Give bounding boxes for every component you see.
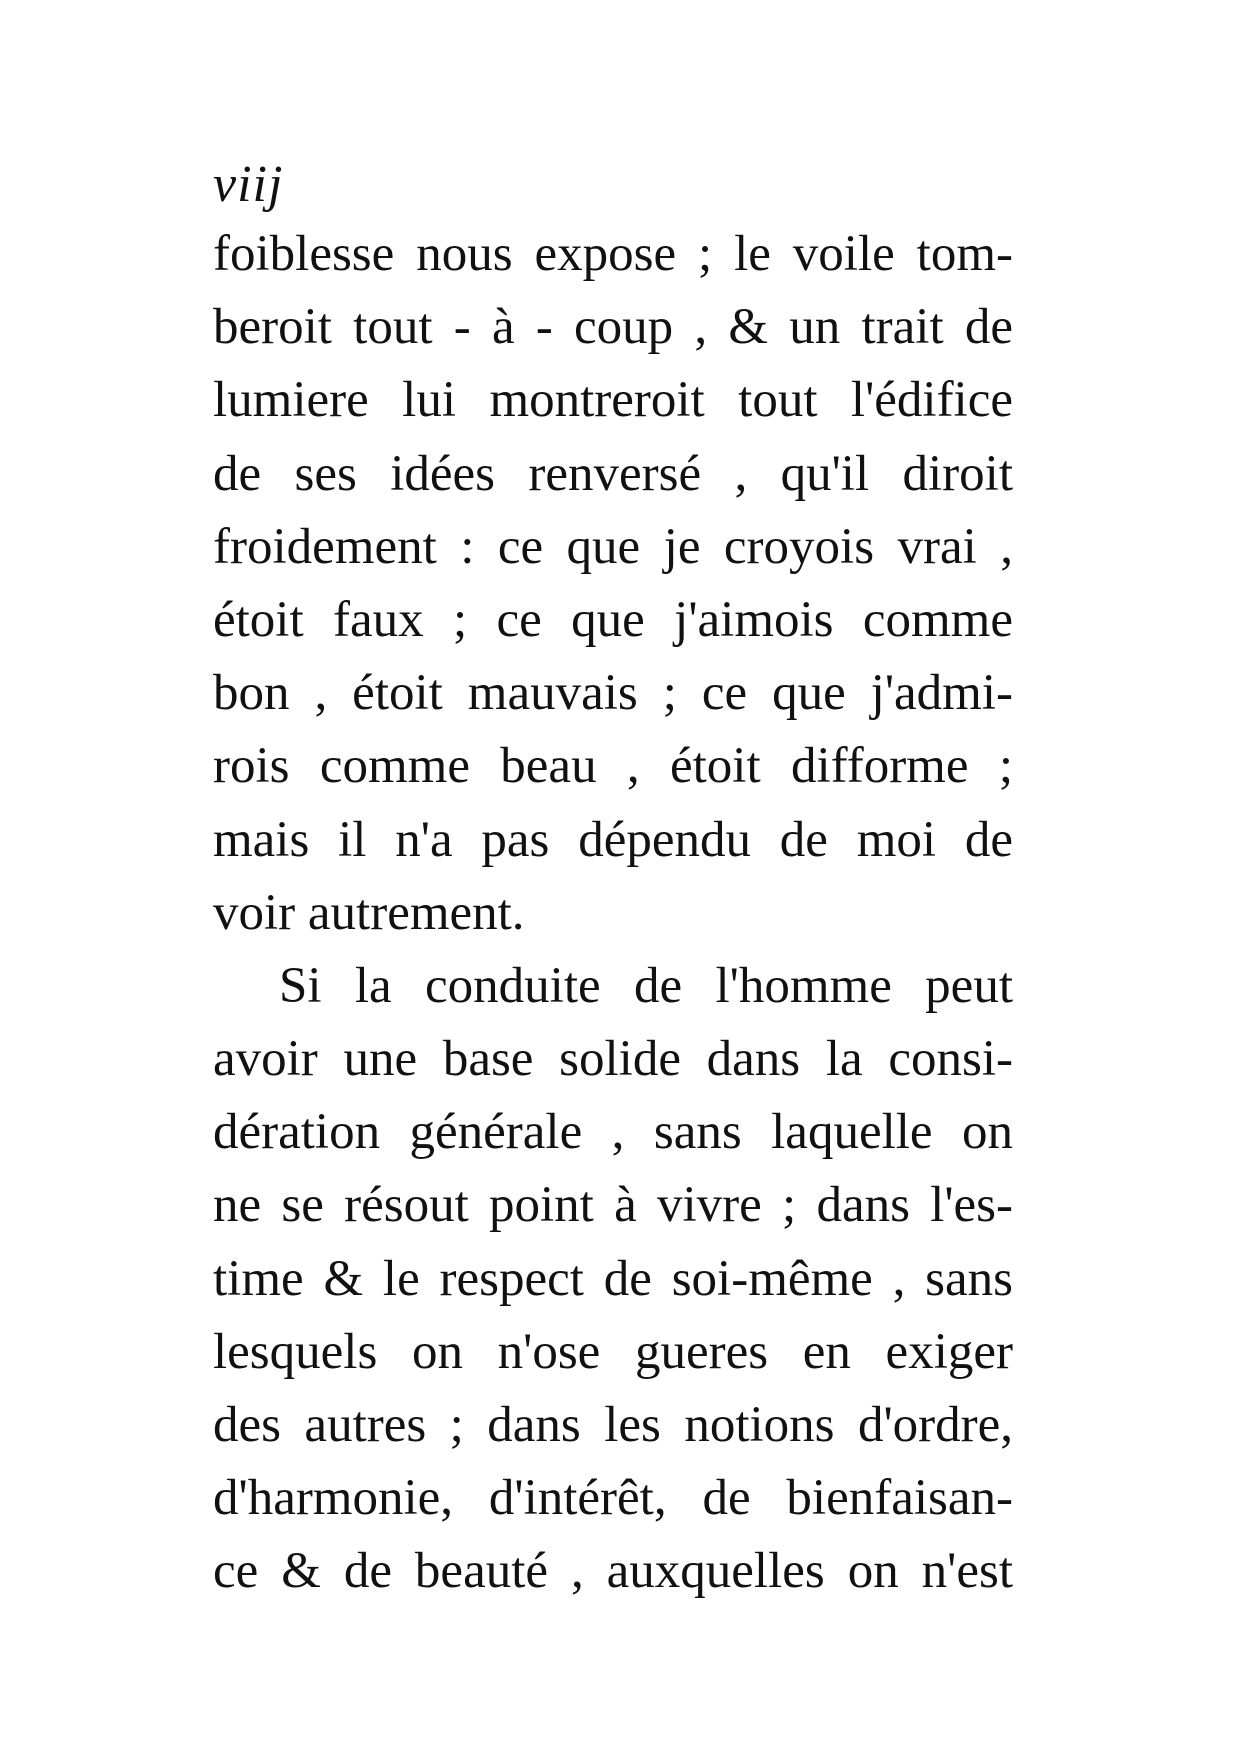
- text-line: bon , étoit mauvais ; ce que j'admi-: [213, 665, 1013, 722]
- text-line: beroit tout - à - coup , & un trait de: [213, 299, 1013, 356]
- paragraph-start-line: Si la conduite de l'homme peut: [279, 957, 1013, 1014]
- page-number: viij: [213, 156, 284, 213]
- text-line: d'harmonie, d'intérêt, de bienfaisan-: [213, 1470, 1013, 1527]
- text-line: rois comme beau , étoit difforme ;: [213, 738, 1013, 795]
- text-line: étoit faux ; ce que j'aimois comme: [213, 591, 1013, 648]
- text-line: de ses idées renversé , qu'il diroit: [213, 445, 1013, 502]
- text-line: ne se résout point à vivre ; dans l'es-: [213, 1177, 1013, 1234]
- text-line: lumiere lui montreroit tout l'édifice: [213, 372, 1013, 429]
- text-line: foiblesse nous expose ; le voile tom-: [213, 226, 1013, 282]
- text-line: froidement : ce que je croyois vrai ,: [213, 518, 1013, 575]
- text-line: lesquels on n'ose gueres en exiger: [213, 1323, 1013, 1380]
- text-line: dération générale , sans laquelle on: [213, 1104, 1013, 1161]
- text-line: avoir une base solide dans la consi-: [213, 1031, 1013, 1088]
- text-line: ce & de beauté , auxquelles on n'est: [213, 1543, 1013, 1600]
- text-line: mais il n'a pas dépendu de moi de: [213, 811, 1013, 868]
- paragraph-end-line: voir autrement.: [213, 884, 525, 941]
- text-line: time & le respect de soi-même , sans: [213, 1250, 1013, 1307]
- text-line: des autres ; dans les notions d'ordre,: [213, 1397, 1013, 1453]
- body-text: [213, 218, 1013, 1609]
